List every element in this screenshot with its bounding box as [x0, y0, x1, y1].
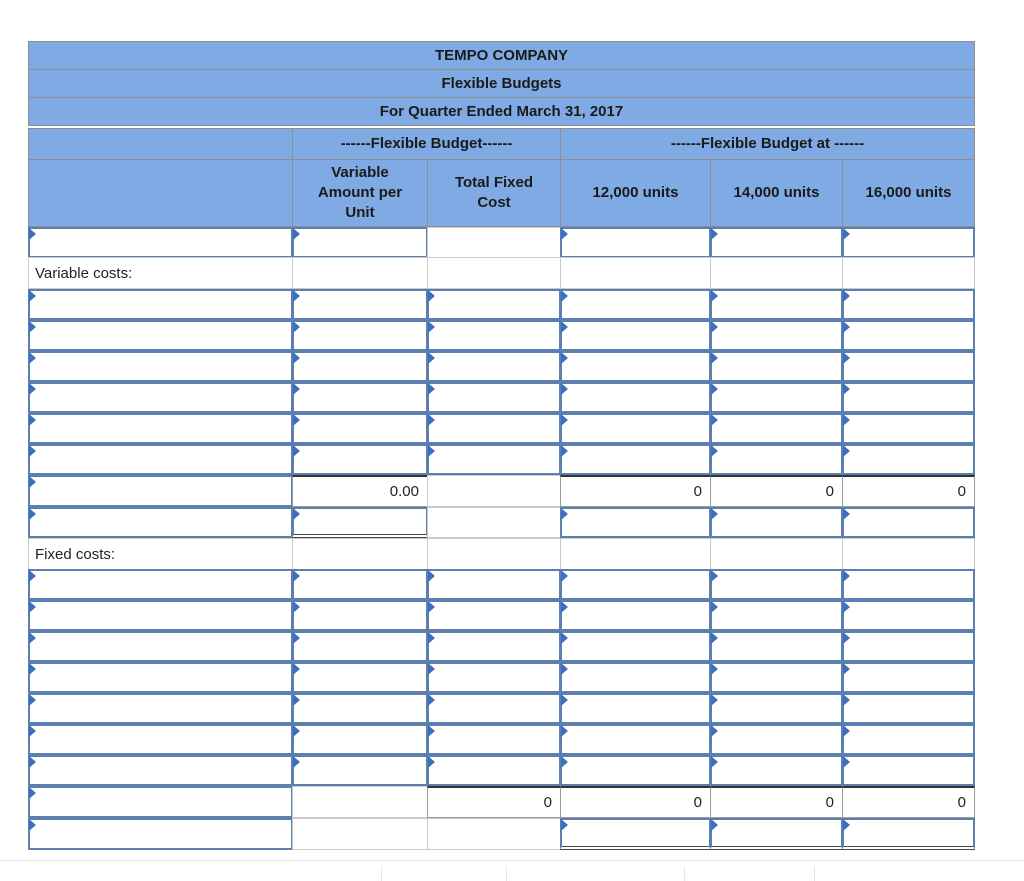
footer-tick: [684, 866, 685, 881]
total-variable-16000: 0: [842, 475, 975, 507]
fixed-cost-name-input[interactable]: [28, 600, 293, 631]
dropdown-marker-icon: [711, 508, 718, 520]
fixed-cost-name-input[interactable]: [28, 662, 293, 693]
variable-cost-12000-input[interactable]: [560, 320, 711, 351]
dropdown-marker-icon: [428, 756, 435, 768]
fixed-cost-16000-input[interactable]: [842, 569, 975, 600]
dropdown-marker-icon: [711, 756, 718, 768]
dropdown-marker-icon: [29, 228, 36, 240]
units-14000-input[interactable]: [710, 227, 843, 258]
dropdown-marker-icon: [711, 694, 718, 706]
variable-costs-label: Variable costs:: [28, 257, 293, 289]
dropdown-marker-icon: [711, 445, 718, 457]
section-empty-cell: [427, 257, 561, 289]
variable-cost-14000-input[interactable]: [710, 289, 843, 320]
dropdown-marker-icon: [293, 352, 300, 364]
variable-cost-name-input[interactable]: [28, 320, 293, 351]
fixed-cost-12000-input[interactable]: [560, 600, 711, 631]
fixed-cost-12000-input[interactable]: [560, 631, 711, 662]
description-input[interactable]: [28, 227, 293, 258]
variable-cost-12000-input[interactable]: [560, 413, 711, 444]
dropdown-marker-icon: [428, 632, 435, 644]
dropdown-marker-icon: [711, 352, 718, 364]
dropdown-marker-icon: [711, 601, 718, 613]
section-empty-cell: [292, 257, 428, 289]
fixed-cost-12000-input[interactable]: [560, 569, 711, 600]
variable-cost-16000-input[interactable]: [842, 444, 975, 475]
section-empty-cell: [560, 257, 711, 289]
dropdown-marker-icon: [843, 570, 850, 582]
total-variable-per-unit: 0.00: [292, 475, 428, 507]
contribution-label-input[interactable]: [28, 507, 293, 538]
fixed-cost-12000-input[interactable]: [560, 724, 711, 755]
dropdown-marker-icon: [29, 445, 36, 457]
total-fixed-cost-value: 0: [427, 786, 561, 818]
units-16000-input[interactable]: [842, 227, 975, 258]
variable-cost-12000-input[interactable]: [560, 444, 711, 475]
fixed-cost-total-input[interactable]: [427, 569, 561, 600]
dropdown-marker-icon: [561, 414, 568, 426]
dropdown-marker-icon: [29, 321, 36, 333]
net-income-16000-input[interactable]: [842, 818, 975, 850]
header-12000-units: 12,000 units: [560, 159, 711, 227]
header-16000-units: 16,000 units: [842, 159, 975, 227]
dropdown-marker-icon: [561, 321, 568, 333]
dropdown-marker-icon: [428, 601, 435, 613]
units-12000-input[interactable]: [560, 227, 711, 258]
section-empty-cell: [710, 257, 843, 289]
dropdown-marker-icon: [29, 663, 36, 675]
dropdown-marker-icon: [711, 819, 718, 831]
contribution-12000-input[interactable]: [560, 507, 711, 538]
fixed-cost-total-input[interactable]: [427, 631, 561, 662]
dropdown-marker-icon: [843, 663, 850, 675]
dropdown-marker-icon: [561, 819, 568, 831]
fixed-cost-name-input[interactable]: [28, 693, 293, 724]
variable-cost-14000-input[interactable]: [710, 382, 843, 413]
total-fixed-14000: 0: [710, 786, 843, 818]
dropdown-marker-icon: [293, 445, 300, 457]
net-income-14000-input[interactable]: [710, 818, 843, 850]
report-period: For Quarter Ended March 31, 2017: [28, 97, 975, 126]
dropdown-marker-icon: [843, 445, 850, 457]
dropdown-marker-icon: [29, 632, 36, 644]
variable-cost-fixed-input[interactable]: [427, 382, 561, 413]
dropdown-marker-icon: [711, 383, 718, 395]
dropdown-marker-icon: [29, 725, 36, 737]
fixed-cost-per-unit-input[interactable]: [292, 600, 428, 631]
dropdown-marker-icon: [711, 570, 718, 582]
fixed-cost-12000-input[interactable]: [560, 693, 711, 724]
dropdown-marker-icon: [711, 725, 718, 737]
dropdown-marker-icon: [711, 290, 718, 302]
fixed-cost-total-input[interactable]: [427, 662, 561, 693]
dropdown-marker-icon: [561, 570, 568, 582]
contribution-14000-input[interactable]: [710, 507, 843, 538]
fixed-cost-name-input[interactable]: [28, 755, 293, 786]
fixed-cost-total-input[interactable]: [427, 600, 561, 631]
flexible-budget-sheet: [28, 41, 975, 851]
total-variable-label-input[interactable]: [28, 475, 293, 507]
total-variable-fixed-empty: [427, 475, 561, 507]
section-empty-cell: [710, 538, 843, 570]
dropdown-marker-icon: [428, 352, 435, 364]
variable-cost-name-input[interactable]: [28, 351, 293, 382]
footer-divider: [0, 860, 1024, 861]
header-total-fixed-cost: Total Fixed Cost: [427, 159, 561, 227]
fixed-cost-12000-input[interactable]: [560, 662, 711, 693]
variable-cost-name-input[interactable]: [28, 289, 293, 320]
dropdown-marker-icon: [843, 694, 850, 706]
fixed-cost-total-input[interactable]: [427, 693, 561, 724]
footer-tick: [506, 866, 507, 881]
fixed-cost-12000-input[interactable]: [560, 755, 711, 786]
dropdown-marker-icon: [843, 352, 850, 364]
variable-cost-fixed-input[interactable]: [427, 444, 561, 475]
dropdown-marker-icon: [428, 663, 435, 675]
dropdown-marker-icon: [428, 570, 435, 582]
variable-cost-fixed-input[interactable]: [427, 289, 561, 320]
variable-cost-name-input[interactable]: [28, 444, 293, 475]
dropdown-marker-icon: [561, 663, 568, 675]
dropdown-marker-icon: [711, 663, 718, 675]
dropdown-marker-icon: [843, 383, 850, 395]
dropdown-marker-icon: [293, 570, 300, 582]
dropdown-marker-icon: [561, 694, 568, 706]
company-name: TEMPO COMPANY: [28, 41, 975, 70]
dropdown-marker-icon: [428, 414, 435, 426]
dropdown-marker-icon: [293, 601, 300, 613]
fixed-cost-per-unit-input[interactable]: [292, 662, 428, 693]
fixed-cost-total-input[interactable]: [427, 724, 561, 755]
section-empty-cell: [842, 257, 975, 289]
fixed-cost-16000-input[interactable]: [842, 724, 975, 755]
contribution-fixed-empty: [427, 507, 561, 538]
header-variable-amount-per-unit: Variable Amount per Unit: [292, 159, 428, 227]
variable-cost-per-unit-input[interactable]: [292, 289, 428, 320]
dropdown-marker-icon: [843, 819, 850, 831]
section-empty-cell: [427, 538, 561, 570]
fixed-cost-per-unit-input[interactable]: [292, 569, 428, 600]
header-blank-group: [28, 128, 293, 160]
fixed-cost-name-input[interactable]: [28, 631, 293, 662]
dropdown-marker-icon: [293, 756, 300, 768]
dropdown-marker-icon: [561, 725, 568, 737]
dropdown-marker-icon: [561, 383, 568, 395]
dropdown-marker-icon: [293, 228, 300, 240]
net-income-12000-input[interactable]: [560, 818, 711, 850]
fixed-cost-name-input[interactable]: [28, 569, 293, 600]
dropdown-marker-icon: [293, 290, 300, 302]
fixed-cost-14000-input[interactable]: [710, 569, 843, 600]
footer-tick: [381, 866, 382, 881]
dropdown-marker-icon: [711, 228, 718, 240]
dropdown-marker-icon: [428, 445, 435, 457]
section-empty-cell: [560, 538, 711, 570]
variable-cost-fixed-input[interactable]: [427, 320, 561, 351]
total-variable-14000: 0: [710, 475, 843, 507]
dropdown-marker-icon: [561, 601, 568, 613]
variable-cost-12000-input[interactable]: [560, 289, 711, 320]
dropdown-marker-icon: [293, 321, 300, 333]
fixed-cost-16000-input[interactable]: [842, 600, 975, 631]
fixed-cost-14000-input[interactable]: [710, 631, 843, 662]
variable-cost-name-input[interactable]: [28, 413, 293, 444]
variable-cost-fixed-input[interactable]: [427, 413, 561, 444]
contribution-16000-input[interactable]: [842, 507, 975, 538]
dropdown-marker-icon: [561, 445, 568, 457]
dropdown-marker-icon: [843, 290, 850, 302]
fixed-cost-14000-input[interactable]: [710, 662, 843, 693]
variable-cost-name-input[interactable]: [28, 382, 293, 413]
dropdown-marker-icon: [843, 414, 850, 426]
fixed-cost-14000-input[interactable]: [710, 693, 843, 724]
variable-cost-14000-input[interactable]: [710, 351, 843, 382]
dropdown-marker-icon: [29, 756, 36, 768]
dropdown-marker-icon: [843, 725, 850, 737]
variable-cost-16000-input[interactable]: [842, 289, 975, 320]
dropdown-marker-icon: [293, 725, 300, 737]
dropdown-marker-icon: [428, 321, 435, 333]
fixed-cost-per-unit-input[interactable]: [292, 631, 428, 662]
report-title: Flexible Budgets: [28, 69, 975, 98]
dropdown-marker-icon: [428, 725, 435, 737]
dropdown-marker-icon: [29, 508, 36, 520]
variable-cost-per-unit-input[interactable]: [292, 382, 428, 413]
total-fixed-16000: 0: [842, 786, 975, 818]
dropdown-marker-icon: [843, 756, 850, 768]
fixed-cost-14000-input[interactable]: [710, 755, 843, 786]
dropdown-marker-icon: [293, 383, 300, 395]
fixed-cost-16000-input[interactable]: [842, 755, 975, 786]
variable-cost-16000-input[interactable]: [842, 382, 975, 413]
dropdown-marker-icon: [29, 601, 36, 613]
dropdown-marker-icon: [428, 383, 435, 395]
dropdown-marker-icon: [561, 508, 568, 520]
fixed-cost-16000-input[interactable]: [842, 693, 975, 724]
fixed-cost-per-unit-input[interactable]: [292, 724, 428, 755]
dropdown-marker-icon: [561, 756, 568, 768]
dropdown-marker-icon: [29, 290, 36, 302]
variable-cost-12000-input[interactable]: [560, 351, 711, 382]
variable-cost-14000-input[interactable]: [710, 320, 843, 351]
total-fixed-label-input[interactable]: [28, 786, 293, 818]
dropdown-marker-icon: [711, 414, 718, 426]
variable-cost-16000-input[interactable]: [842, 351, 975, 382]
dropdown-marker-icon: [29, 570, 36, 582]
total-variable-12000: 0: [560, 475, 711, 507]
dropdown-marker-icon: [843, 508, 850, 520]
dropdown-marker-icon: [428, 290, 435, 302]
dropdown-marker-icon: [29, 383, 36, 395]
variable-amount-input[interactable]: [292, 227, 428, 258]
fixed-cost-per-unit-input[interactable]: [292, 693, 428, 724]
section-empty-cell: [842, 538, 975, 570]
variable-cost-12000-input[interactable]: [560, 382, 711, 413]
variable-cost-per-unit-input[interactable]: [292, 351, 428, 382]
dropdown-marker-icon: [561, 632, 568, 644]
variable-cost-16000-input[interactable]: [842, 320, 975, 351]
fixed-cost-16000-input[interactable]: [842, 631, 975, 662]
variable-cost-fixed-input[interactable]: [427, 351, 561, 382]
variable-cost-per-unit-input[interactable]: [292, 320, 428, 351]
dropdown-marker-icon: [29, 476, 36, 488]
fixed-cost-per-unit-input[interactable]: [292, 755, 428, 786]
header-flexible-budget-at-group: ------Flexible Budget at ------: [560, 128, 975, 160]
dropdown-marker-icon: [29, 694, 36, 706]
total-fixed-per-unit-empty: [292, 786, 428, 818]
variable-cost-14000-input[interactable]: [710, 413, 843, 444]
fixed-cost-14000-input[interactable]: [710, 724, 843, 755]
fixed-cost-name-input[interactable]: [28, 724, 293, 755]
dropdown-marker-icon: [843, 321, 850, 333]
variable-cost-per-unit-input[interactable]: [292, 413, 428, 444]
dropdown-marker-icon: [843, 228, 850, 240]
fixed-costs-label: Fixed costs:: [28, 538, 293, 570]
fixed-cost-16000-input[interactable]: [842, 662, 975, 693]
dropdown-marker-icon: [561, 290, 568, 302]
dropdown-marker-icon: [29, 787, 36, 799]
header-description-column: [28, 159, 293, 227]
fixed-cost-14000-input[interactable]: [710, 600, 843, 631]
dropdown-marker-icon: [711, 632, 718, 644]
fixed-cost-empty-cell: [427, 227, 561, 258]
header-14000-units: 14,000 units: [710, 159, 843, 227]
dropdown-marker-icon: [29, 819, 36, 831]
dropdown-marker-icon: [561, 352, 568, 364]
net-income-fixed-empty: [427, 818, 561, 850]
net-income-per-unit-empty: [292, 818, 428, 850]
dropdown-marker-icon: [843, 601, 850, 613]
dropdown-marker-icon: [843, 632, 850, 644]
net-income-label-input[interactable]: [28, 818, 293, 850]
dropdown-marker-icon: [293, 694, 300, 706]
dropdown-marker-icon: [293, 663, 300, 675]
dropdown-marker-icon: [293, 414, 300, 426]
dropdown-marker-icon: [29, 414, 36, 426]
variable-cost-14000-input[interactable]: [710, 444, 843, 475]
variable-cost-16000-input[interactable]: [842, 413, 975, 444]
dropdown-marker-icon: [293, 632, 300, 644]
contribution-per-unit-input[interactable]: [292, 507, 428, 538]
header-flexible-budget-group: ------Flexible Budget------: [292, 128, 561, 160]
variable-cost-per-unit-input[interactable]: [292, 444, 428, 475]
footer-tick: [814, 866, 815, 881]
dropdown-marker-icon: [428, 694, 435, 706]
section-empty-cell: [292, 538, 428, 570]
dropdown-marker-icon: [711, 321, 718, 333]
dropdown-marker-icon: [29, 352, 36, 364]
dropdown-marker-icon: [293, 508, 300, 520]
dropdown-marker-icon: [561, 228, 568, 240]
fixed-cost-total-input[interactable]: [427, 755, 561, 786]
total-fixed-12000: 0: [560, 786, 711, 818]
